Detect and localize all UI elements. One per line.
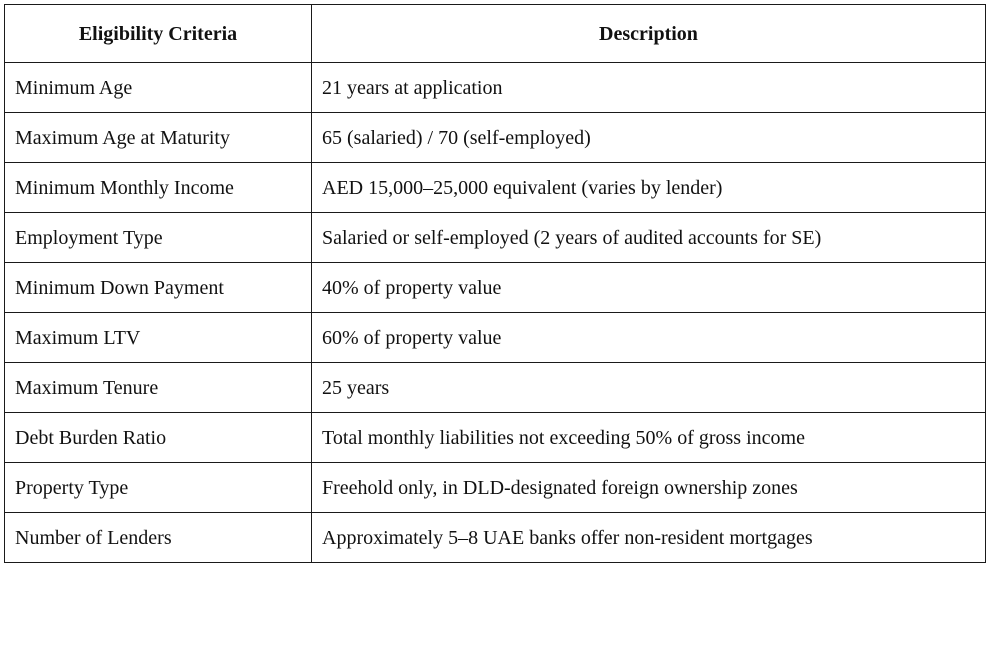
description-cell: 25 years: [312, 363, 986, 413]
eligibility-table: [4, 4, 986, 563]
table-row: [5, 113, 986, 163]
criteria-cell: Debt Burden Ratio: [5, 413, 312, 463]
criteria-cell: Property Type: [5, 463, 312, 513]
header-eligibility-criteria: Eligibility Criteria: [5, 5, 312, 63]
criteria-cell: Minimum Age: [5, 63, 312, 113]
description-cell: 21 years at application: [312, 63, 986, 113]
criteria-cell: Maximum Age at Maturity: [5, 113, 312, 163]
header-description: Description: [312, 5, 986, 63]
description-cell: Freehold only, in DLD-designated foreign ownership zones: [312, 463, 986, 513]
description-cell: AED 15,000–25,000 equivalent (varies by lender): [312, 163, 986, 213]
table-row: [5, 163, 986, 213]
table-row: [5, 263, 986, 313]
criteria-cell: Minimum Down Payment: [5, 263, 312, 313]
header-row: [5, 5, 986, 63]
table-body: [5, 63, 986, 563]
description-cell: 40% of property value: [312, 263, 986, 313]
table-row: [5, 513, 986, 563]
table-row: [5, 63, 986, 113]
criteria-cell: Maximum LTV: [5, 313, 312, 363]
table-row: [5, 313, 986, 363]
description-cell: Salaried or self-employed (2 years of audited accounts for SE): [312, 213, 986, 263]
criteria-cell: Minimum Monthly Income: [5, 163, 312, 213]
description-cell: 60% of property value: [312, 313, 986, 363]
table-row: [5, 463, 986, 513]
table-row: [5, 413, 986, 463]
criteria-cell: Employment Type: [5, 213, 312, 263]
criteria-cell: Number of Lenders: [5, 513, 312, 563]
description-cell: Total monthly liabilities not exceeding 50% of gross income: [312, 413, 986, 463]
table-row: [5, 213, 986, 263]
table-header: [5, 5, 986, 63]
description-cell: 65 (salaried) / 70 (self-employed): [312, 113, 986, 163]
description-cell: Approximately 5–8 UAE banks offer non-resident mortgages: [312, 513, 986, 563]
criteria-cell: Maximum Tenure: [5, 363, 312, 413]
table-row: [5, 363, 986, 413]
